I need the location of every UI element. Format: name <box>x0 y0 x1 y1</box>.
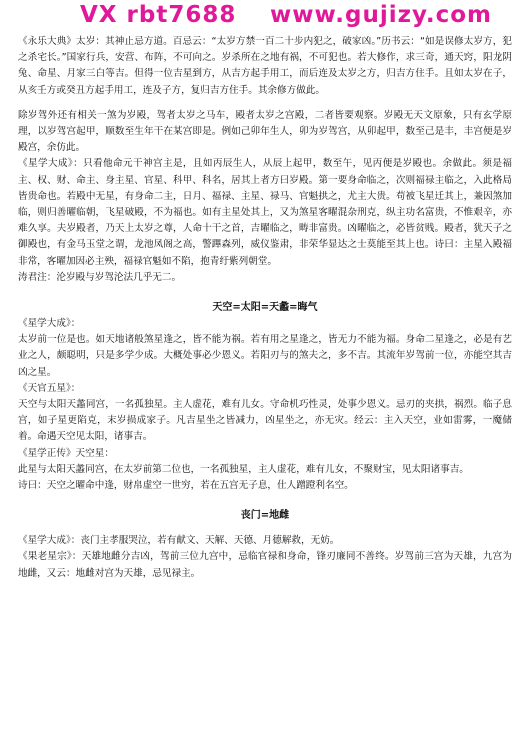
watermark-right: www.gujizy.com <box>270 2 493 28</box>
section-heading: 天空=太阳=天蠡=晦气 <box>212 302 318 314</box>
paragraph: 《果老星宗》：天雄地雌分吉凶，驾前三位九宫中，忌临官禄和身命，锋刃廉同不善终。岁驾前三宫为天雄，九宫为地雌，又云：地雌对宫为天雄，忌见禄主。 <box>18 551 512 579</box>
paragraph: 太岁前一位是也。如天地诸般煞星逢之，皆不能为祸。若有用之星逢之，皆无力不能为福。身命二星逢之，必是有艺业之人，颇聪明，只是多学少成。大概处事必少恩义。若阳刃与的煞夫之，多不吉。其流年岁驾前一位，亦能空其吉凶之星。 <box>18 334 512 378</box>
watermark <box>80 2 510 28</box>
paragraph: 此星与太阳天蠡同宫，在太岁前第二位也，一名孤独星，主人虚花，难有儿女，不聚财宝，见太阳诸事吉。 <box>18 463 469 475</box>
watermark-left: VX rbt7688 <box>80 2 237 28</box>
paragraph: 诗曰：天空之曜命中逢，财帛虚空一世穷，若在五宫无子息，仕人蹭蹬利名空。 <box>18 480 354 492</box>
paragraph: 天空与太阳天蠡同宫，一名孤独星。主人虚花，难有儿女。守命机巧性灵，处事少恩义。忌刃的夹拱，祸烈。临子息宫，如子星更陷克，末岁损成家子。凡吉星坐之皆减力，凶星坐之，亦无灾。经云：主入天空，业如雷雾，一魔储着。命遇天空见太阳，诸事吉。 <box>18 399 512 443</box>
paragraph: 涛君注：沦岁殿与岁驾沦法几乎无二。 <box>18 271 182 283</box>
paragraph: 《天官五星》： <box>18 382 81 394</box>
paragraph: 《星学大成》：只看他命元干神宫主是，且如丙辰生人，从辰上起甲，数至午，见丙便是岁殿也。余做此。须是福主、权、财、命主、身主星、官星、科甲、科名，居其上者方曰岁殿。第一要身命临之，次则福禄主临之，入此格局皆贵命也。若殿中无星，有身命二主，日月、福禄、主星、禄马、官魁拱之，尤主大贵。苟被飞星迁其上，兼因煞加临，则归善曜临朝，飞星破殿，不为福也。如有主星处其上，又为煞星客曜混杂刑克，纵主功名富贵，不惟艰辛，亦难久享。夫岁殿者，乃天上太岁之尊，人命十干之首，吉曜临之，畴非富贵。凶曜临之，必皆贫贱。殿者，犹天子之御殿也，有金马玉堂之谓，龙池凤阁之高，警蹕森列，威仪鉴肃，非荣华显达之士莫能至其上也。诗曰：主星入殿福非常，客曜加因必主殃，福禄官魁如不陷，抱青纡紫列朝堂。 <box>18 158 512 267</box>
paragraph: 《星学大成》：丧门主孝服哭泣，若有献文、天解、天德、月德解救，无妨。 <box>18 535 340 547</box>
paragraph: 《星学大成》： <box>18 318 81 330</box>
section-heading: 丧门=地雌 <box>240 510 290 522</box>
paragraph: 《星学正传》天空星： <box>18 447 114 459</box>
document-body <box>18 34 512 582</box>
paragraph: 除岁驾外还有相关一煞为岁殿，驾者太岁之马车，殿者太岁之宫殿，二者皆要观察。岁殿无天文原象，只有玄学原理，以岁驾宫起甲，顺数至生年干在某宫即是。例如己卯年生人，卯为岁驾宫，从卯起甲，数至己是丰，丰宫便是岁殿宫，余仿此。 <box>18 109 512 154</box>
paragraph: 《永乐大典》太岁：其神止忌方道。百忌云：“太岁方禁一百二十步内犯之，破家凶。”历书云：“如是误修太岁方，犯之杀宅长。”国家行兵，安营、布阵，不可向之。岁杀所在之地有祸，不可犯也。若大修作，求三奇，通天窍，阳龙阴兔、命星、月家三白等吉。但得一位吉星到方，从吉方起手用工，而后连及太岁之方，归吉方住手。且如太岁在子，从亥壬方或癸丑方起手用工，连及子方，复归吉方住手。其余修方做此。 <box>18 36 512 96</box>
